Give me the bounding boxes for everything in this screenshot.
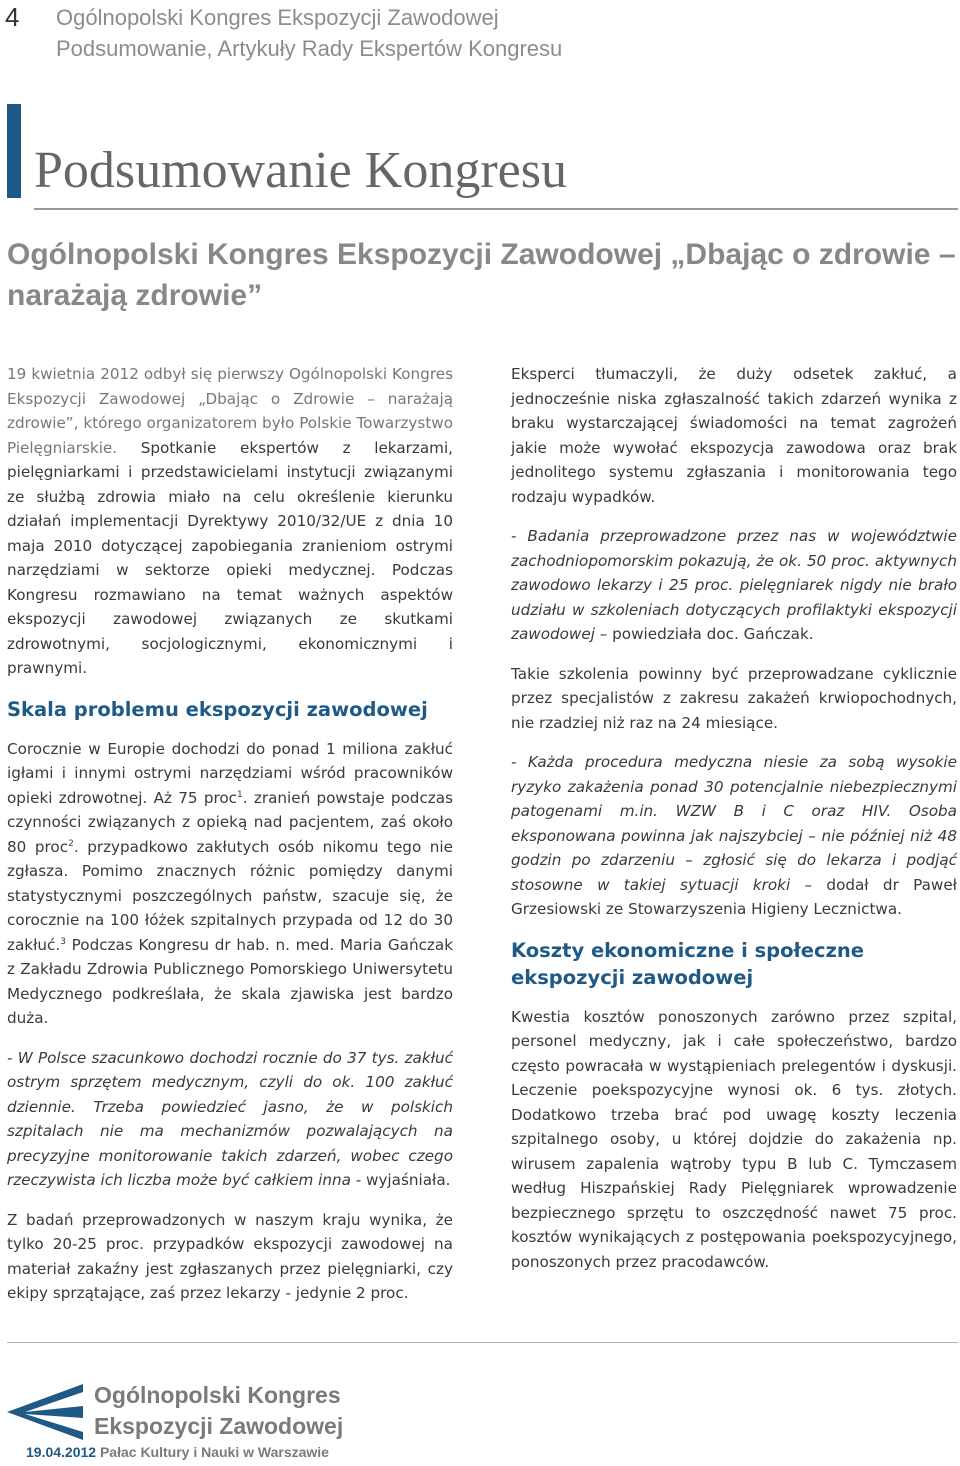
page-number: 4 (5, 2, 20, 32)
research-paragraph: Z badań przeprowadzonych w naszym kraju wynika, że tylko 20-25 proc. przypadków ekspozycji zawodowej na materiał zakaźny jest zgłaszanych przez pielęgniarki, czy ekipy sprzątające, zaś przez lekarzy - jedynie 2 proc. (7, 1210, 453, 1302)
event-date: 19.04.2012 (26, 1444, 97, 1460)
event-place: Pałac Kultury i Nauki w Warszawie (96, 1444, 329, 1460)
quote-text-3: - Każda procedura medyczna niesie za sobą wysokie ryzyko zakażenia ponad 30 potencjalnie niebezpiecznymi patogenami m.in. WZW B i C oraz HIV. Osoba eksponowana powinna jak najszybciej – nie później niż 48 godzin po zdarzeniu – zgłosić się do lekarza i podjąć stosowne w takiej sytuacji kroki (511, 753, 957, 894)
scale-text-c: . przypadkowo zakłutych osób nikomu tego nie zgłasza. Pomimo znacznych różnic pomiędzy danymi statystycznymi poszczególnych państw, szacuje się, że corocznie na 100 łóżek szpitalnych przypada od 12 do 30 zakłuć. (7, 837, 453, 954)
footnote-ref-2: 2 (68, 838, 74, 849)
intro-paragraph (7, 362, 453, 681)
quote-paragraph-1 (7, 1046, 453, 1193)
scale-paragraph (7, 737, 453, 1031)
scale-text-b: . zranień powstaje podczas czynności związanych z opieką nad pacjentem, zaś około 80 proc (7, 788, 453, 856)
right-column (511, 362, 957, 1289)
quote-attribution-2: – powiedziała doc. Gańczak. (594, 625, 814, 643)
left-column (7, 362, 453, 1321)
article-subtitle: Ogólnopolski Kongres Ekspozycji Zawodowej „Dbając o zdrowie – narażają zdrowie” (7, 238, 956, 312)
training-paragraph: Takie szkolenia powinny być przeprowadzane cyklicznie przez specjalistów z zakresu zakażeń krwiopochodnych, nie rzadziej niż raz na 24 miesiące. (511, 664, 957, 732)
quote-text-2: - Badania przeprowadzone przez nas w województwie zachodniopomorskim pokazują, że ok. 50 proc. aktywnych zawodowo lekarzy i 25 proc. pielęgniarek nigdy nie brało udziału w szkoleniach dotyczących profilaktyki ekspozycji zawodowej (511, 527, 957, 643)
quote-paragraph-2 (511, 524, 957, 647)
quote-paragraph-3 (511, 750, 957, 922)
logo-line-1: Ogólnopolski Kongres (94, 1382, 341, 1408)
footer-divider (7, 1342, 958, 1343)
scale-text-d: Podczas Kongresu dr hab. n. med. Maria Gańczak z Zakładu Zdrowia Publicznego Pomorskiego Uniwersytetu Medycznego podkreślała, że skala zjawiska jest bardzo duża. (7, 935, 453, 1027)
running-header (56, 2, 562, 64)
section-heading-scale: Skala problemu ekspozycji zawodowej (7, 697, 428, 721)
section-heading-costs: Koszty ekonomiczne i społeczne ekspozycji zawodowej (511, 938, 865, 989)
quote-text-1: - W Polsce szacunkowo dochodzi rocznie do 37 tys. zakłuć ostrym sprzętem medycznym, czyli do ok. 100 zakłuć dziennie. Trzeba powiedzieć jasno, że w polskich szpitalach nie ma mechanizmów pozwalających na precyzyjne monitorowanie takich zdarzeń, wobec czego rzeczywista ich liczba może być całkiem inna (7, 1048, 453, 1189)
congress-logo-icon (7, 1384, 83, 1440)
intro-rest: Spotkanie ekspertów z lekarzami, pielęgniarkami i przedstawicielami instytucji związanymi ze służbą zdrowia miało na celu określenie kierunku działań implementacji Dyrektywy 2010/32/UE z dnia 10 maja 2010 dotyczącej zapobiegania zranieniom ostrymi narzędziami w sektorze opieki medycznej. Podczas Kongresu rozmawiano na temat ważnych aspektów ekspozycji zawodowej związanych ze skutkami zdrowotnymi, socjologicznymi, ekonomicznymi i prawnymi. (7, 438, 453, 677)
quote-attribution-1: - wyjaśniała. (350, 1171, 451, 1189)
costs-paragraph: Kwestia kosztów ponoszonych zarówno przez szpital, personel medyczny, jak i całe społeczeństwo, bardzo często powracała w wystąpieniach prelegentów i dyskusji. Leczenie poekspozycyjne wynosi ok. 6 tys. złotych. Dodatkowo trzeba brać pod uwagę koszty leczenia szpitalnego osoby, u której dojdzie do zakażenia np. wirusem zapalenia wątroby typu B lub C. Tymczasem według Hiszpańskiej Rady Pielęgniarek wprowadzenie bezpiecznego sprzętu to oszczędność nawet 75 proc. kosztów wynikających z postępowania poekspozycyjnego, ponoszonych przez pracodawców. (511, 1007, 957, 1271)
running-title-line1: Ogólnopolski Kongres Ekspozycji Zawodowej (56, 5, 499, 30)
logo-wordmark (94, 1380, 343, 1442)
page-title: Podsumowanie Kongresu (34, 142, 567, 199)
intro-lead: 19 kwietnia 2012 odbył się pierwszy Ogólnopolski Kongres Ekspozycji Zawodowej „Dbając o Zdrowie – narażają zdrowie”, którego organizatorem było Polskie Towarzystwo Pielęgniarskie. (7, 365, 453, 457)
running-title-line2: Podsumowanie, Artykuły Rady Ekspertów Kongresu (56, 36, 563, 61)
title-accent-bar (7, 104, 21, 198)
logo-line-2: Ekspozycji Zawodowej (94, 1413, 344, 1439)
title-divider (34, 208, 958, 210)
footnote-ref-3: 3 (60, 936, 66, 947)
experts-paragraph: Eksperci tłumaczyli, że duży odsetek zakłuć, a jednocześnie niska zgłaszalność takich zdarzeń wynika z braku wystarczającej świadomości na temat zagrożeń jakie może wywołać ekspozycja zawodowa oraz brak jednolitego systemu zgłaszania i monitorowania tego rodzaju wypadków. (511, 365, 957, 506)
footnote-ref-1: 1 (237, 789, 243, 800)
scale-text-a: Corocznie w Europie dochodzi do ponad 1 miliona zakłuć igłami i innymi ostrymi narzędziami wśród pracowników opieki zdrowotnej. Aż 75 proc (7, 739, 453, 807)
quote-attribution-3: – dodał dr Paweł Grzesiowski ze Stowarzyszenia Higieny Lecznictwa. (511, 875, 957, 918)
event-info (26, 1444, 329, 1460)
